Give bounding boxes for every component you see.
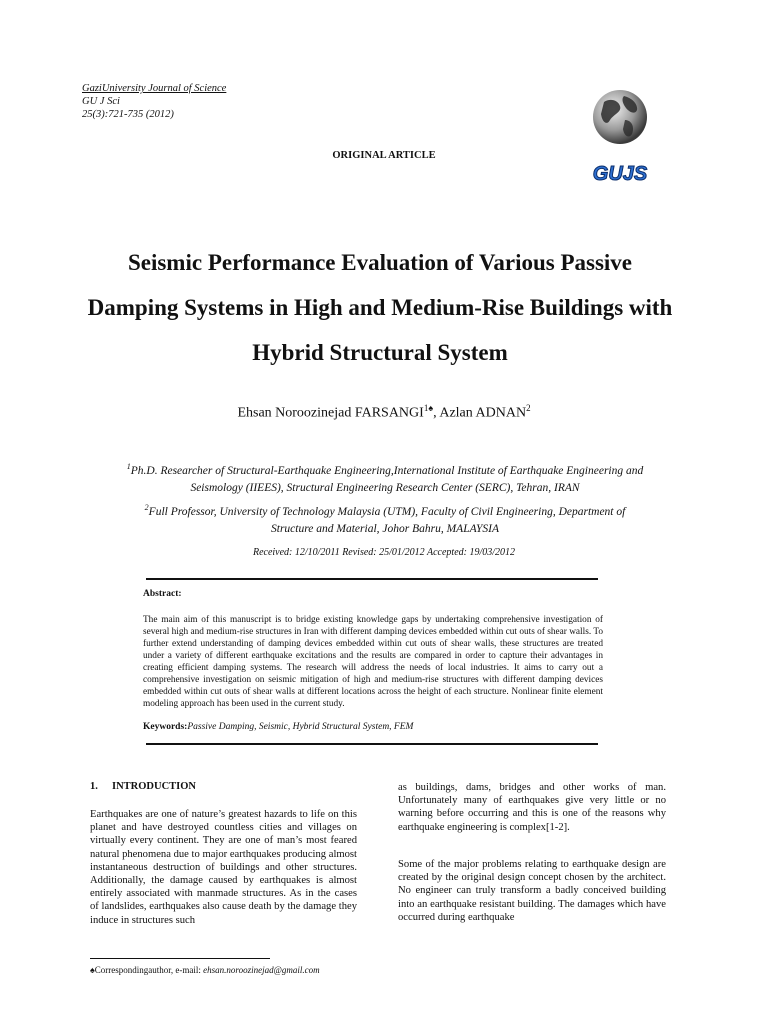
- author-name: Azlan ADNAN: [439, 405, 527, 421]
- section-heading: [90, 781, 196, 792]
- body-paragraph: Some of the major problems relating to earthquake design are created by the original design concept chosen by the architect. No engineer can truly transform a badly conceived building into an earthquake resistant building. The damages which have occurred during earthquake: [398, 859, 666, 923]
- article-type: ORIGINAL ARTICLE: [332, 150, 436, 161]
- author-name: Ehsan Noroozinejad FARSANGI: [237, 405, 424, 421]
- author-affiliation-mark: 2: [526, 403, 531, 413]
- affiliation-text: Seismology (IIEES), Structural Engineering Research Center (SERC), Tehran, IRAN: [190, 481, 580, 494]
- author-separator: ,: [433, 405, 440, 421]
- affiliation: [80, 458, 690, 497]
- section-title: INTRODUCTION: [112, 781, 197, 792]
- title-line: Hybrid Structural System: [252, 340, 508, 365]
- affiliation-number: 2: [144, 503, 149, 512]
- keywords-label: Keywords:: [143, 722, 188, 732]
- journal-name: GaziUniversity Journal of Science: [82, 83, 227, 94]
- abstract-bottom-rule: [146, 743, 598, 745]
- affiliation-number: 1: [126, 462, 131, 471]
- keywords-value: Passive Damping, Seismic, Hybrid Structural System, FEM: [187, 722, 414, 732]
- journal-logo: [580, 82, 660, 192]
- abstract-top-rule: [146, 578, 598, 580]
- author-affiliation-mark: 1♠: [423, 403, 434, 413]
- abstract-label: Abstract:: [143, 589, 182, 599]
- keywords: [143, 722, 413, 732]
- affiliation-text: Full Professor, University of Technology Malaysia (UTM), Faculty of Civil Engineering, Department of: [148, 505, 626, 518]
- affiliation: [80, 499, 690, 538]
- footnote-rule: [90, 958, 270, 959]
- journal-volume: 25(3):721-735 (2012): [82, 109, 174, 120]
- title-line: Damping Systems in High and Medium-Rise Buildings with: [87, 295, 673, 320]
- received-dates: Received: 12/10/2011 Revised: 25/01/2012 Accepted: 19/03/2012: [252, 547, 516, 558]
- authors: [0, 403, 768, 422]
- globe-icon: [580, 82, 660, 192]
- section-number: 1.: [90, 781, 98, 792]
- body-right-column: [398, 781, 666, 834]
- abstract-text: The main aim of this manuscript is to bridge existing knowledge gaps by undertaking comprehensive investigation of several high and medium-rise structures in Iran with different damping devices embedded within cut outs of shear walls. To further extend understanding of damping devices embedded within cut outs of shear walls, these structures are treated under a variety of different earthquake excitations and the results are compared in order to capture their advantages in creating efficient damping systems. The research will address the needs of local industries. It aims to carry out a comprehensive investigation on seismic mitigation of high and medium-rise structures with different damping devices embedded within cut outs of shear walls at different locations across the height of each structure. Nonlinear finite element modeling approach has been used in the current study.: [143, 615, 603, 709]
- logo-text: GUJS: [592, 163, 648, 185]
- paper-title: [60, 240, 700, 375]
- body-right-column: [398, 858, 666, 924]
- footnote: [90, 965, 320, 975]
- title-line: Seismic Performance Evaluation of Various Passive: [127, 250, 633, 275]
- footnote-email[interactable]: ehsan.noroozinejad@gmail.com: [203, 965, 320, 975]
- body-paragraph: Earthquakes are one of nature’s greatest hazards to life on this planet and have destroyed countless cities and villages on virtually every continent. They are one of man’s most feared natural phenomena due to major earthquakes producing almost instantaneous destruction of buildings and other structures. Additionally, the damage caused by earthquakes is almost entirely associated with manmade structures. As in the cases of landslides, earthquakes also cause death by the damage they induce in structures such: [90, 809, 357, 926]
- footnote-marker: ♠: [90, 965, 95, 975]
- body-left-column: [90, 808, 357, 927]
- journal-header: [82, 82, 226, 121]
- affiliation-text: Ph.D. Researcher of Structural-Earthquake Engineering,International Institute of Earthquake Engineering and: [130, 464, 644, 477]
- body-paragraph: as buildings, dams, bridges and other works of man. Unfortunately many of earthquakes give very little or no warning before occurring and this is one of the reasons why earthquake engineering is complex[1-2].: [398, 782, 666, 833]
- affiliation-text: Structure and Material, Johor Bahru, MALAYSIA: [271, 522, 499, 535]
- journal-abbrev: GU J Sci: [82, 96, 120, 107]
- footnote-label: Correspondingauthor, e-mail:: [94, 965, 204, 975]
